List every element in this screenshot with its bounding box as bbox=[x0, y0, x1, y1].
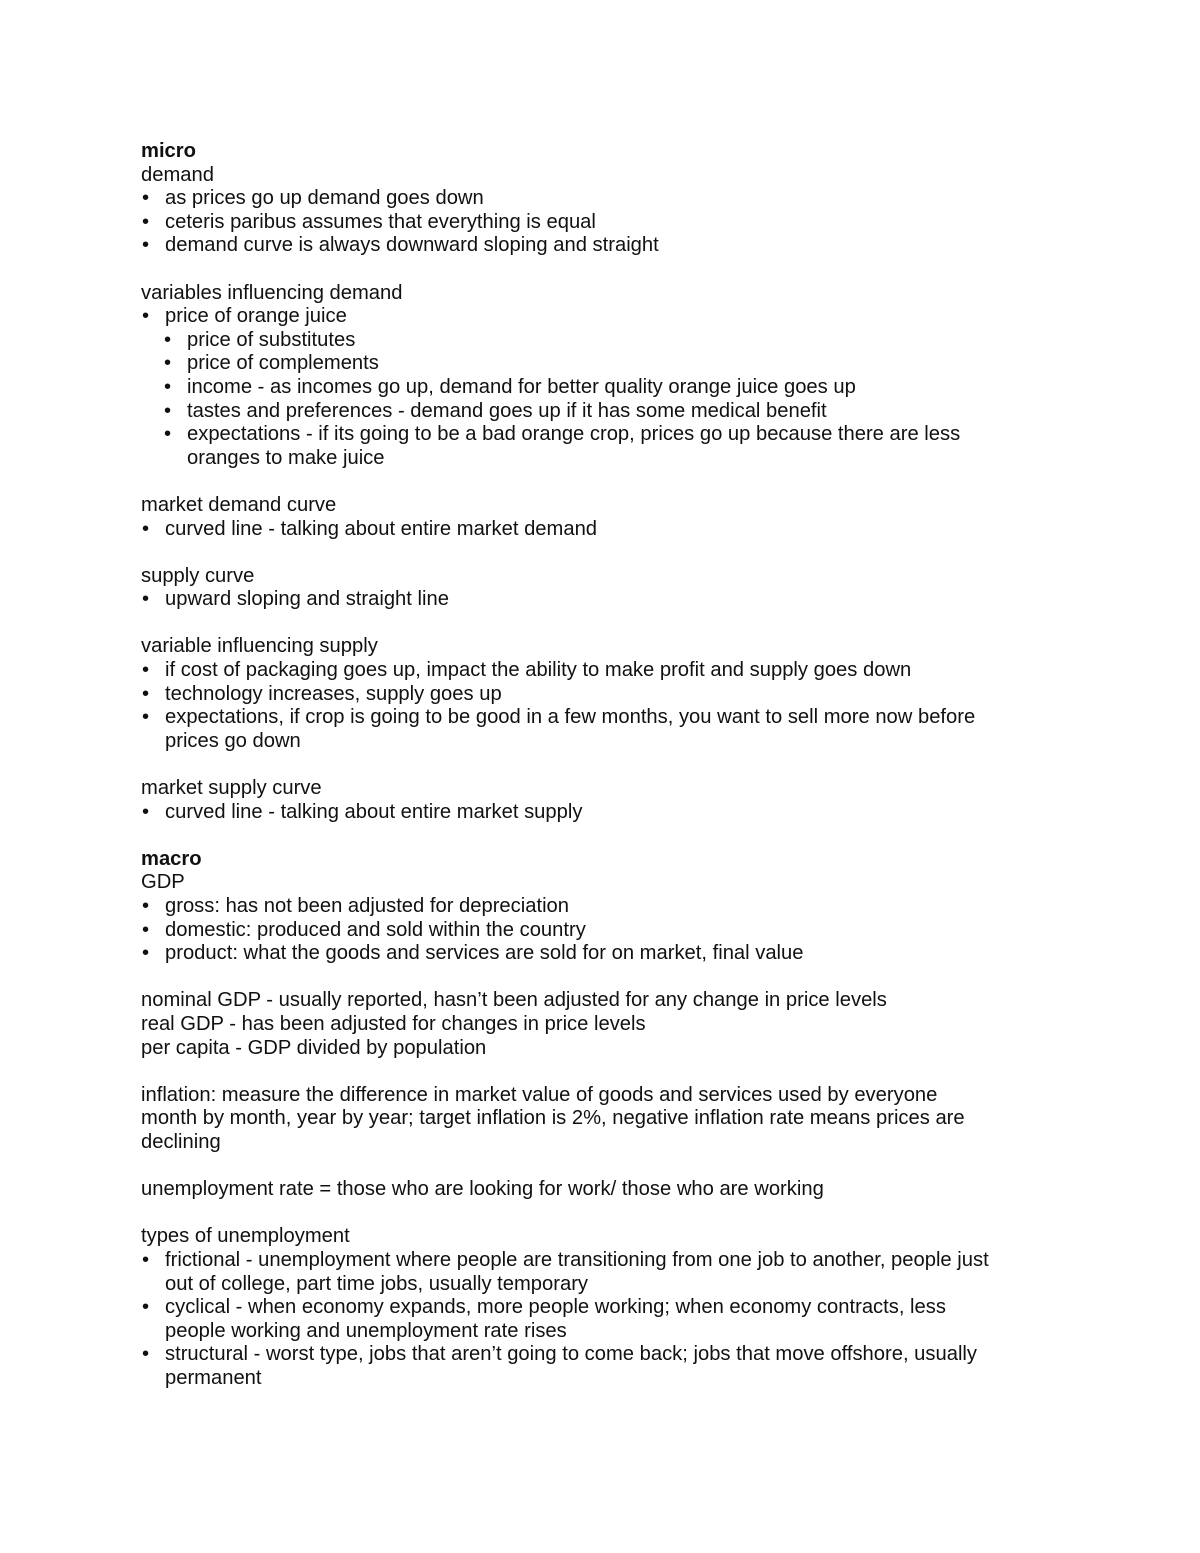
types-unemployment-title: types of unemployment bbox=[141, 1225, 350, 1248]
demand-bullet: • as prices go up demand goes down bbox=[141, 187, 1071, 211]
variables-demand-sub-bullet: • price of substitutes bbox=[163, 329, 1071, 353]
supply-curve-title: supply curve bbox=[141, 564, 255, 587]
demand-title: demand bbox=[141, 163, 214, 186]
unemployment-type-bullet: • cyclical - when economy expands, more people working; when economy contracts, less bbox=[141, 1296, 1071, 1320]
variables-demand-sub-bullet: • tastes and preferences - demand goes up if it has some medical benefit bbox=[163, 400, 1071, 424]
gdp-bullet: • gross: has not been adjusted for depreciation bbox=[141, 895, 1071, 919]
variables-demand-sub-bullet: • income - as incomes go up, demand for better quality orange juice goes up bbox=[163, 376, 1071, 400]
unemployment-type-continuation: people working and unemployment rate rises bbox=[165, 1319, 567, 1342]
inflation-line: inflation: measure the difference in market value of goods and services used by everyone bbox=[141, 1083, 938, 1106]
variables-supply-bullet: • expectations, if crop is going to be good in a few months, you want to sell more now before bbox=[141, 706, 1071, 730]
inflation-line: declining bbox=[141, 1130, 221, 1153]
document-page bbox=[141, 140, 1071, 1390]
gdp-type-line: real GDP - has been adjusted for changes in price levels bbox=[141, 1012, 646, 1035]
variables-demand-title: variables influencing demand bbox=[141, 281, 403, 304]
unemployment-type-bullet: • frictional - unemployment where people are transitioning from one job to another, people just bbox=[141, 1249, 1071, 1273]
unemployment-type-continuation: out of college, part time jobs, usually temporary bbox=[165, 1272, 589, 1295]
variables-supply-bullet: • if cost of packaging goes up, impact the ability to make profit and supply goes down bbox=[141, 659, 1071, 683]
variables-demand-bullet: • price of orange juice bbox=[141, 305, 1071, 329]
gdp-bullet: • product: what the goods and services are sold for on market, final value bbox=[141, 942, 1071, 966]
variables-supply-continuation: prices go down bbox=[165, 729, 301, 752]
market-demand-bullet: • curved line - talking about entire market demand bbox=[141, 518, 1071, 542]
inflation-line: month by month, year by year; target inflation is 2%, negative inflation rate means prices are bbox=[141, 1107, 965, 1130]
gdp-type-line: per capita - GDP divided by population bbox=[141, 1036, 487, 1059]
variables-demand-sub-bullet: • price of complements bbox=[163, 352, 1071, 376]
unemployment-type-continuation: permanent bbox=[165, 1366, 262, 1389]
market-demand-title: market demand curve bbox=[141, 493, 337, 516]
variables-supply-bullet: • technology increases, supply goes up bbox=[141, 683, 1071, 707]
market-supply-title: market supply curve bbox=[141, 777, 322, 800]
unemployment-rate-line: unemployment rate = those who are looking for work/ those who are working bbox=[141, 1178, 824, 1201]
variables-supply-title: variable influencing supply bbox=[141, 635, 378, 658]
macro-heading: macro bbox=[141, 847, 202, 870]
demand-bullet: • demand curve is always downward sloping and straight bbox=[141, 234, 1071, 258]
gdp-bullet: • domestic: produced and sold within the country bbox=[141, 919, 1071, 943]
market-supply-bullet: • curved line - talking about entire market supply bbox=[141, 801, 1071, 825]
gdp-title: GDP bbox=[141, 871, 185, 894]
supply-curve-bullet: • upward sloping and straight line bbox=[141, 588, 1071, 612]
variables-demand-sub-bullet: • expectations - if its going to be a bad orange crop, prices go up because there are less bbox=[163, 423, 1071, 447]
variables-demand-continuation: oranges to make juice bbox=[187, 446, 385, 469]
gdp-type-line: nominal GDP - usually reported, hasn’t been adjusted for any change in price levels bbox=[141, 989, 887, 1012]
micro-heading: micro bbox=[141, 140, 196, 162]
unemployment-type-bullet: • structural - worst type, jobs that aren’t going to come back; jobs that move offshore, usually bbox=[141, 1343, 1071, 1367]
demand-bullet: • ceteris paribus assumes that everything is equal bbox=[141, 211, 1071, 235]
